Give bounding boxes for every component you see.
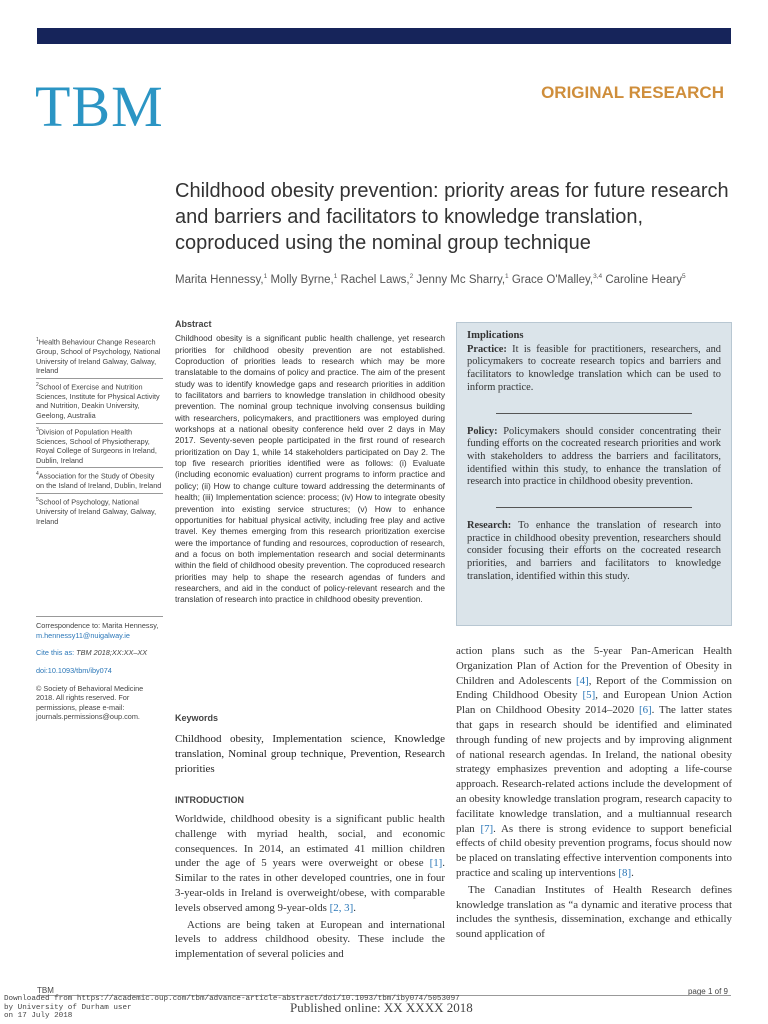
abstract-heading: Abstract [175,319,212,329]
abstract-body: Childhood obesity is a significant public health challenge, yet research priorities for childhood obesity prevention are not established. Coproduction of priorities leads to research which may be more translatable to the domains of policy and practice. The aim of the present study was to identify knowledge gaps and research priorities in addition to facilitators and barriers to knowledge translation in childhood obesity prevention. The nominal group technique involving consensus building with researchers, policymakers, and practitioners was employed during workshops at a national obesity conference held over 2 days in May 2017. Seventy-seven people participated in the first round of research prioritization on Day 1, while 14 stakeholders participated on Day 2. The top five research priorities identified were as follows: (i) Evaluate (including economic evaluation) current programs to inform practice and policy; (ii) How to change culture toward addressing the determinants of health; (iii) Implementation science: process; (iv) How to integrate obesity prevention into existing service structures; (v) How to enhance opportunities for habitual physical activity, including free play and active travel. Key themes emerging from this research prioritization exercise were the importance of funding and resources, coproduction of research, and a focus on both implementation research and social determinants within the field of childhood obesity prevention. The coproduced research priorities may help to shape the research agendas of funders and researchers, and aid in the conduct of policy-relevant research and the translation of research into practice in childhood obesity prevention. [175,333,445,605]
keywords-list: Childhood obesity, Implementation science, Knowledge translation, Nominal group technique, Prevention, Research priorities [175,733,445,775]
affiliation: $^4$Association for the Study of Obesity on the Island of Ireland, Dublin, Ireland [36,470,163,494]
header-bar [37,28,731,44]
correspondence-label: Correspondence to: Marita Hennessy, [36,621,159,631]
author-affiliation-sup: 3,4 [593,273,603,280]
citation-link[interactable]: [5] [582,689,596,702]
paragraph: action plans such as the 5-year Pan-American Health Organization Plan of Action for the Prevention of Obesity in Children and Adolescents [4], Report of the Commission on Ending Childhood Obesity [5], and European Union Action Plan on Childhood Obesity 2014–2020 [6]. The latter states that gaps in research should be identified and eliminated through funding of new projects and by improving alignment of national research agendas. In Ireland, the national obesity strategy emphasizes prevention and adopting a life-course approach. Research-related actions include the development of an obesity knowledge translation program, research capacity to facilitate knowledge translation, and a multiannual research plan [7]. As there is strong evidence to support beneficial effects of child obesity prevention programs, focus should now be placed on translating effective intervention components into practice and scaling up interventions [8]. [456,645,732,879]
implications-box [456,322,732,626]
cite-value: TBM 2018;XX:XX–XX [76,648,148,658]
introduction-heading: INTRODUCTION [175,795,244,805]
cite-label[interactable]: Cite this as: [36,648,75,658]
page-number: page 1 of 9 [687,987,728,996]
journal-logo[interactable]: TBM [35,74,164,139]
download-line[interactable]: Downloaded from https://academic.oup.com/tbm/advance-article-abstract/doi/10.1093/tbm/iby074/5053097 [4,995,460,1003]
author-name[interactable]: Marita Hennessy, [175,273,264,286]
affiliation: $^1$Health Behaviour Change Research Group, School of Psychology, National University of Ireland Galway, Galway, Ireland [36,336,163,379]
implication-practice: Practice: It is feasible for practitioners, researchers, and policymakers to cocreate research topics and barriers and facilitators to knowledge translation which can be used to inform practice. [467,343,721,393]
author-list [175,273,735,286]
keywords-heading: Keywords [175,713,219,723]
author-affiliation-sup: 5 [682,273,686,280]
citation-link[interactable]: [8] [618,866,632,879]
article-sidebar [36,336,163,722]
affiliation: $^5$School of Psychology, National University of Ireland Galway, Galway, Ireland [36,497,157,526]
published-date: Published online: XX XXXX 2018 [290,1000,473,1015]
citation-link[interactable]: [2, 3] [329,901,354,914]
correspondence-email-link[interactable]: m.hennessy11@nuigalway.ie [36,630,130,640]
author-name[interactable]: Caroline Heary [602,273,683,286]
download-line: by University of Durham user [4,1003,132,1012]
section-label: ORIGINAL RESEARCH [541,83,724,102]
paragraph: Worldwide, childhood obesity is a significant public health challenge with myriad health, social, and economic consequences. In 2014, an estimated 41 million children under the age of 5 years were overweight or obese [1]. Similar to the rates in other developed countries, one in four 3-year-olds in Ireland is overweight/obese, with comparable levels observed among 9-year-olds [2, 3]. [175,813,445,914]
correspondence [36,616,163,640]
download-line: on 17 July 2018 [4,1012,73,1021]
affiliation: $^3$Division of Population Health Sciences, School of Physiotherapy, Royal College of Surgeons in Ireland, Dublin, Ireland [36,426,163,469]
article-title: Childhood obesity prevention: priority areas for future research and barriers and facilitators to knowledge translation, coproduced using the nominal group technique [175,180,729,254]
abstract [175,319,445,606]
author-affiliation-sup: 2 [409,273,414,280]
author-affiliation-sup: 1 [505,273,509,280]
divider [496,413,692,414]
implication-research: Research: To enhance the translation of research into practice in childhood obesity prevention, researchers should consider focusing their efforts on the cocreated research priorities, and barriers and facilitators to knowledge translation, identified within this study. [467,520,721,582]
doi-link[interactable]: doi:10.1093/tbm/iby074 [36,665,112,675]
copyright-notice: © Society of Behavioral Medicine 2018. All rights reserved. For permissions, please e-mail: journals.permissions@oup.com. [36,683,144,722]
introduction-text [175,812,445,964]
body-text-right-column [456,644,732,944]
paragraph: The Canadian Institutes of Health Research defines knowledge translation as “a dynamic and iterative process that includes the synthesis, dissemination, exchange and ethically sound application of [456,883,732,941]
citation-link[interactable]: [7] [480,822,494,835]
cite-as [36,648,163,658]
author-affiliation-sup: 1 [263,273,268,280]
paragraph: Actions are being taken at European and international levels to address childhood obesity. These include the implementation of several policies and [175,918,445,961]
author-affiliation-sup: 1 [333,273,338,280]
author-name[interactable]: Jenny Mc Sharry, [413,273,506,286]
footer-journal-name: TBM [37,986,54,995]
author-name[interactable]: Rachel Laws, [337,273,410,286]
implication-policy: Policy: Policymakers should consider concentrating their funding efforts on the cocreated research priorities and work with stakeholders to address the barriers and facilitators, identified within this study, to enhance the translation of research into practice in childhood obesity prevention. [467,425,721,488]
author-name[interactable]: Molly Byrne, [267,273,334,286]
citation-link[interactable]: [6] [638,704,652,717]
implications-heading: Implications [467,330,524,341]
divider [496,507,692,508]
author-name[interactable]: Grace O'Malley, [508,273,594,286]
affiliation: $^2$School of Exercise and Nutrition Sciences, Institute for Physical Activity and Nutrition, Deakin University, Geelong, Australia [36,381,163,424]
citation-link[interactable]: [1] [429,857,443,870]
citation-link[interactable]: [4] [576,674,589,687]
